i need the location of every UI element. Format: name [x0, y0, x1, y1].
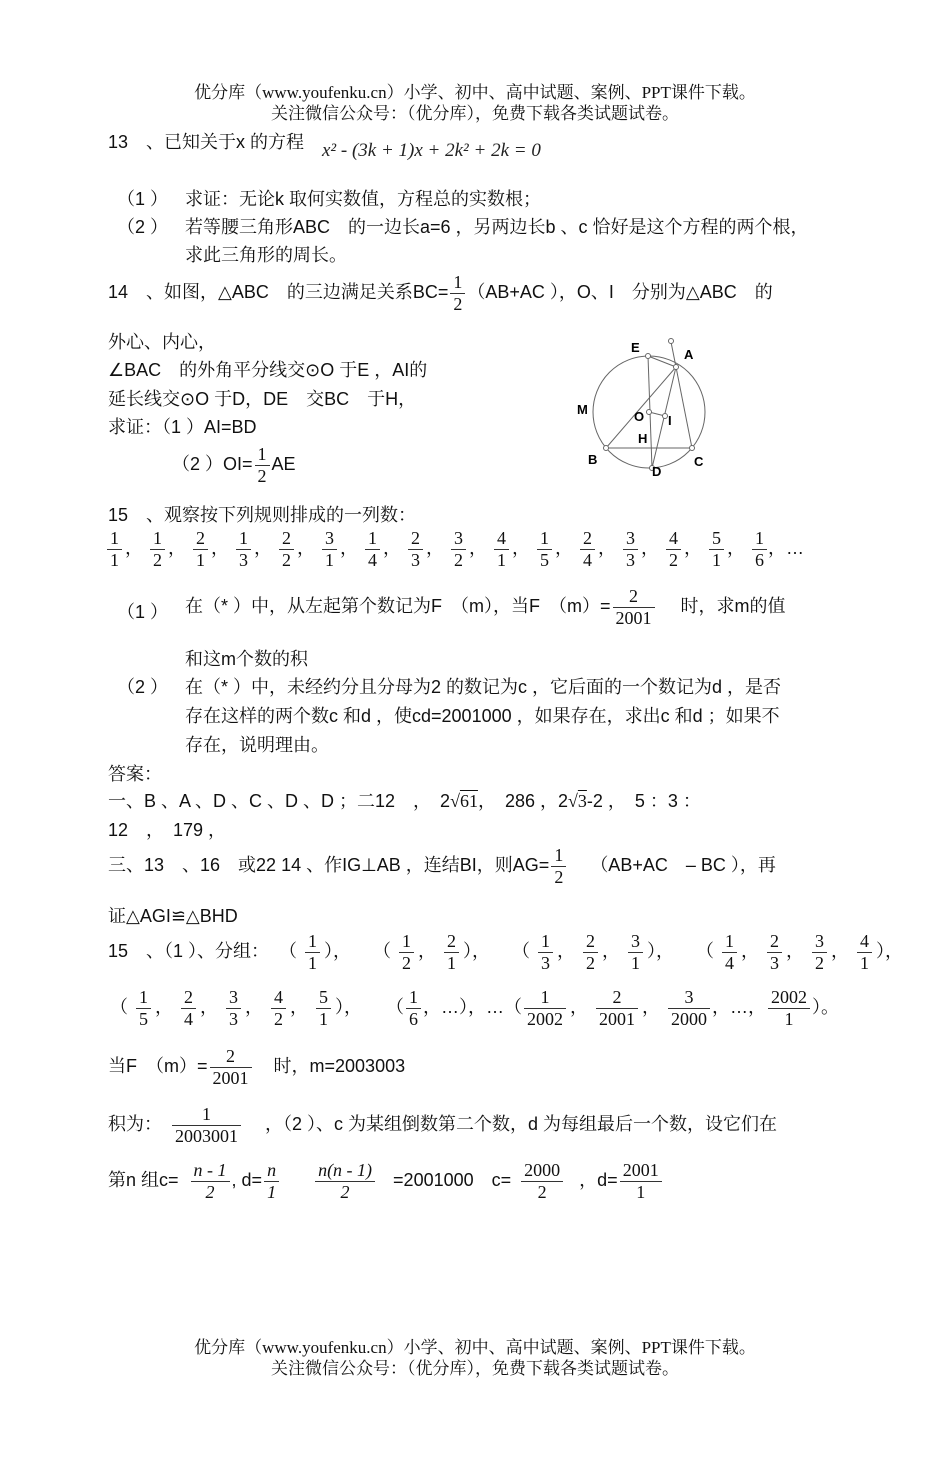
fraction — [580, 528, 595, 570]
fraction-denominator: 1 — [497, 549, 506, 570]
fraction-denominator: 2001 — [212, 1067, 249, 1088]
separator: ， — [340, 537, 358, 558]
q15-part2-number: （2 ） — [117, 677, 169, 697]
fraction — [322, 528, 337, 570]
q15-sequence-end: ，… — [768, 537, 804, 558]
answers-grouping-prefix: 15 、（1 ）、分组： — [108, 940, 270, 961]
fraction-denominator: 5 — [540, 549, 549, 570]
fraction-numerator: 3 — [812, 931, 827, 953]
fraction — [316, 987, 331, 1029]
fraction-denominator: 2 — [454, 549, 463, 570]
q15-part1-text-b: 时，求m的值 — [680, 595, 786, 616]
fraction-numerator: 4 — [857, 931, 872, 953]
fraction — [583, 931, 598, 973]
fraction-numerator: 3 — [322, 528, 337, 550]
fraction — [181, 987, 196, 1029]
q15-part1-line-2: 和这m个数的积 — [185, 649, 308, 669]
separator: ， — [641, 537, 659, 558]
fraction-denominator: 1 — [631, 952, 641, 973]
fraction-denominator: 2 — [205, 1181, 215, 1202]
sqrt-61-radicand: 61 — [459, 791, 478, 811]
label-c: C — [694, 454, 704, 469]
q14-oi-fraction — [255, 444, 270, 486]
fraction-denominator: 2 — [453, 293, 463, 314]
fraction-numerator: 1 — [752, 528, 767, 550]
separator: ， — [168, 537, 186, 558]
answers-f-line-b: 时，m=2003003 — [273, 1055, 406, 1076]
fraction-denominator: 2 — [274, 1008, 283, 1029]
fraction-numerator: 1 — [537, 528, 552, 550]
fraction — [399, 931, 414, 973]
q15-part1-text-a: 在（* ）中，从左起第个数记为F （m），当F （m）= — [185, 595, 611, 616]
fraction-numerator: 5 — [316, 987, 331, 1009]
separator: ， — [290, 996, 308, 1017]
fraction-numerator: 2 — [583, 931, 598, 953]
separator: ， — [418, 940, 437, 961]
answers-ag-fraction — [551, 845, 566, 887]
fraction-numerator: n — [264, 1160, 279, 1182]
fraction-denominator: 4 — [368, 549, 377, 570]
answers-row-2-ellipsis: … — [486, 996, 504, 1017]
fraction-denominator: 2 — [402, 952, 412, 973]
separator: ， — [555, 537, 573, 558]
fraction-denominator: 3 — [626, 549, 635, 570]
fraction-denominator: 2 — [586, 952, 596, 973]
fraction — [812, 931, 827, 973]
fraction-numerator: 1 — [406, 987, 421, 1009]
fraction-denominator: 2003001 — [175, 1125, 238, 1146]
fraction-denominator: 2 — [153, 549, 162, 570]
fraction-denominator: 4 — [184, 1008, 193, 1029]
fraction-numerator: 5 — [709, 528, 724, 550]
answers-d-fraction — [264, 1160, 279, 1202]
answers-f-fraction — [210, 1046, 252, 1088]
fraction-numerator: 1 — [722, 931, 737, 953]
fraction — [494, 528, 509, 570]
fraction-denominator: 2 — [340, 1181, 350, 1202]
fraction — [709, 528, 724, 570]
q14-stem-a: 14 、如图，△ABC 的三边满足关系BC= — [108, 281, 449, 302]
fraction-numerator: 3 — [623, 528, 638, 550]
separator: ， — [211, 537, 229, 558]
fraction-numerator: 1 — [255, 444, 270, 466]
fraction-numerator: 2 — [596, 987, 638, 1009]
answers-line-1-b: ， 286 ，2 — [477, 791, 568, 811]
q15-stem: 15 、观察按下列规则排成的一列数： — [108, 505, 417, 525]
q14-line-6-b: AE — [271, 453, 296, 474]
separator: ， — [512, 537, 530, 558]
answers-line-1 — [108, 787, 701, 813]
point-i — [663, 414, 668, 419]
fraction — [722, 931, 737, 973]
q14-half-fraction — [450, 272, 465, 314]
answers-line-2: 12 ， 179 ， — [108, 820, 227, 840]
fraction-numerator: 2 — [408, 528, 423, 550]
fraction-group — [277, 931, 357, 973]
answers-row-2-group-2-fraction — [406, 987, 421, 1029]
point-o — [647, 410, 652, 415]
label-b: B — [588, 452, 598, 467]
point-c — [690, 446, 695, 451]
label-m: M — [577, 402, 588, 417]
separator: ， — [557, 940, 576, 961]
separator: （ — [696, 940, 715, 961]
fraction — [271, 987, 286, 1029]
separator: ， — [727, 537, 745, 558]
fraction-numerator: 1 — [136, 987, 151, 1009]
fraction-numerator: 3 — [668, 987, 710, 1009]
fraction-numerator: 2001 — [620, 1160, 662, 1182]
fraction-denominator: 3 — [411, 549, 420, 570]
q13-part1-number: （1 ） — [117, 189, 169, 209]
answers-row-1-groups — [269, 931, 909, 973]
answers-row-2-group-3 — [522, 987, 712, 1029]
answers-line-3 — [108, 845, 776, 887]
q14-line-3: ∠BAC 的外角平分线交⊙O 于E ，AI的 — [108, 360, 428, 380]
separator: ）， — [647, 940, 675, 961]
fraction — [365, 528, 380, 570]
fraction — [305, 931, 320, 973]
label-i: I — [668, 413, 672, 428]
fraction — [444, 931, 459, 973]
fraction-numerator: 1 — [172, 1104, 241, 1126]
answers-line-3-a: 三、13 、16 或22 14 、作IG⊥AB ，连结BI，则AG= — [108, 854, 550, 875]
fraction-numerator: 4 — [666, 528, 681, 550]
answers-c-value-fraction — [521, 1160, 563, 1202]
answers-label: 答案： — [108, 764, 162, 784]
fraction-denominator: 6 — [755, 549, 764, 570]
label-a: A — [684, 347, 694, 362]
answers-last-c: =2001000 c= — [393, 1169, 512, 1190]
fraction-denominator: 1 — [110, 549, 119, 570]
fraction-numerator: 2000 — [521, 1160, 563, 1182]
fraction — [752, 528, 767, 570]
separator: ， — [786, 940, 805, 961]
answers-product-b: ，（2 ）、c 为某组倒数第二个数，d 为每组最后一个数，设它们在 — [265, 1113, 778, 1134]
point-b — [604, 446, 609, 451]
extension-line — [671, 342, 676, 367]
answers-product-expression-fraction — [315, 1160, 375, 1202]
q15-sequence — [106, 528, 804, 570]
answers-c-fraction — [191, 1160, 230, 1202]
fraction — [193, 528, 208, 570]
separator: ， — [570, 996, 588, 1017]
answers-last-a: 第n 组c= — [108, 1169, 179, 1190]
paren-open: （ — [504, 996, 522, 1017]
fraction-numerator: 1 — [365, 528, 380, 550]
fraction-numerator: 1 — [551, 845, 566, 867]
q15-part2-line-1: 在（* ）中，未经约分且分母为2 的数记为c ，它后面的一个数记为d ，是否 — [185, 677, 782, 697]
fraction — [136, 987, 151, 1029]
fraction-denominator: 1 — [319, 1008, 328, 1029]
footer-line-2: 关注微信公众号：（优分库），免费下载各类试题试卷。 — [271, 1359, 679, 1378]
fraction-numerator: 1 — [107, 528, 122, 550]
q15-sequence-items — [106, 528, 768, 570]
answers-f-line-a: 当F （m）= — [108, 1055, 208, 1076]
fraction-denominator: 3 — [770, 952, 780, 973]
fraction-denominator: 1 — [860, 952, 870, 973]
fraction-denominator: 2001 — [599, 1008, 635, 1029]
point-e — [646, 354, 651, 359]
separator: ， — [741, 940, 760, 961]
fraction-denominator: 4 — [725, 952, 735, 973]
fraction-numerator: 2002 — [768, 987, 810, 1009]
answers-line-1-c: -2 ， 5 ：3 ： — [586, 791, 701, 811]
separator: ， — [155, 996, 173, 1017]
fraction-denominator: 1 — [325, 549, 334, 570]
separator: ， — [254, 537, 272, 558]
fraction-numerator: 4 — [494, 528, 509, 550]
answers-product-fraction — [172, 1104, 241, 1146]
answers-last-line — [108, 1160, 664, 1202]
fraction-numerator: n - 1 — [191, 1160, 230, 1182]
separator: ）， — [335, 996, 362, 1017]
fraction-denominator: 2 — [554, 866, 564, 887]
q14-stem-b: （AB+AC ），O、I 分别为△ABC 的 — [467, 281, 773, 302]
separator: ， — [598, 537, 616, 558]
q13-part2-number: （2 ） — [117, 217, 169, 237]
fraction-denominator: 1 — [447, 952, 457, 973]
fraction-denominator: 2 — [537, 1181, 547, 1202]
fraction-denominator: 1 — [636, 1181, 646, 1202]
fraction — [236, 528, 251, 570]
q13-stem: 13 、已知关于x 的方程 — [108, 132, 305, 152]
answers-row-2-group-1 — [108, 987, 368, 1029]
answers-line-3-b: （AB+AC – BC ），再 — [590, 854, 776, 875]
header-line-1: 优分库（www.youfenku.cn）小学、初中、高中试题、案例、PPT课件下载。 — [194, 83, 756, 102]
fraction — [623, 528, 638, 570]
fraction — [666, 528, 681, 570]
q15-part1-line-1 — [185, 586, 786, 628]
sqrt-symbol: √ — [568, 791, 578, 811]
answers-product-line — [108, 1104, 777, 1146]
fraction-denominator: 1 — [712, 549, 721, 570]
label-e: E — [631, 340, 640, 355]
q14-line-6-a: （2 ）OI= — [172, 453, 253, 474]
fraction-numerator: 2 — [279, 528, 294, 550]
fraction-denominator: 2000 — [671, 1008, 707, 1029]
fraction-numerator: 1 — [399, 931, 414, 953]
separator: ， — [125, 537, 143, 558]
circle-geometry-figure — [570, 330, 720, 485]
answers-row-2-last-fraction — [768, 987, 810, 1029]
fraction-denominator: 2 — [282, 549, 291, 570]
label-h: H — [638, 431, 648, 446]
fraction-numerator: 3 — [226, 987, 241, 1009]
answers-line-1-a: 一、B 、A 、D 、C 、D 、D ；二12 ， 2 — [108, 791, 451, 811]
footer-line-1: 优分库（www.youfenku.cn）小学、初中、高中试题、案例、PPT课件下载。 — [194, 1338, 756, 1357]
fraction — [668, 987, 710, 1029]
separator: ）， — [324, 940, 352, 961]
answers-product-a: 积为： — [108, 1113, 162, 1134]
answers-grouping-row-1 — [108, 931, 909, 973]
fraction — [524, 987, 566, 1029]
fraction-numerator: 2 — [613, 586, 655, 608]
answers-line-4: 证△AGI≌△BHD — [108, 906, 238, 926]
fraction-numerator: 1 — [524, 987, 566, 1009]
answers-row-2-end: ）。 — [812, 996, 839, 1017]
fraction-denominator: 4 — [583, 549, 592, 570]
fraction-denominator: 1 — [784, 1008, 794, 1029]
fraction-denominator: 2 — [257, 465, 267, 486]
fraction — [537, 528, 552, 570]
point-a — [674, 365, 679, 370]
fraction — [150, 528, 165, 570]
fraction-numerator: 1 — [450, 272, 465, 294]
separator: ， — [469, 537, 487, 558]
q15-part1-fraction — [613, 586, 655, 628]
fraction-denominator: 1 — [196, 549, 205, 570]
fraction-denominator: 3 — [229, 1008, 238, 1029]
q14-line-5: 求证：（1 ）AI=BD — [108, 417, 257, 437]
fraction — [767, 931, 782, 973]
separator: ， — [245, 996, 263, 1017]
fraction — [857, 931, 872, 973]
fraction-denominator: 1 — [267, 1181, 277, 1202]
fraction-numerator: 2 — [181, 987, 196, 1009]
q15-part2-line-2: 存在这样的两个数c 和d ，使cd=2001000 ，如果存在，求出c 和d ；如果不 — [185, 706, 780, 726]
point-marker — [669, 339, 674, 344]
separator: ， — [684, 537, 702, 558]
answers-last-b: , d= — [231, 1169, 263, 1190]
fraction — [279, 528, 294, 570]
answers-last-d: ，d= — [579, 1169, 618, 1190]
fraction-denominator: 2001 — [615, 607, 652, 628]
header-line-2: 关注微信公众号：（优分库），免费下载各类试题试卷。 — [271, 104, 679, 123]
separator: ）， — [876, 940, 904, 961]
fraction-numerator: 3 — [628, 931, 643, 953]
q13-part2-text-1: 若等腰三角形ABC 的一边长a=6 ，另两边长b 、c 恰好是这个方程的两个根， — [185, 217, 809, 237]
segment-ac — [676, 367, 692, 448]
q14-line-2: 外心、内心， — [108, 332, 216, 352]
separator: ）， — [463, 940, 491, 961]
answers-row-2-dots: ，…， — [712, 996, 766, 1017]
separator: ， — [642, 996, 660, 1017]
separator: （ — [512, 940, 531, 961]
fraction-group — [694, 931, 909, 973]
fraction-numerator: 1 — [305, 931, 320, 953]
answers-grouping-row-2 — [108, 987, 839, 1029]
fraction — [408, 528, 423, 570]
sqrt-3-radicand: 3 — [577, 791, 587, 811]
q13-part1-text: 求证：无论k 取何实数值，方程总的实数根； — [185, 189, 541, 209]
fraction-denominator: 3 — [239, 549, 248, 570]
fraction-numerator: 1 — [236, 528, 251, 550]
fraction-numerator: 1 — [150, 528, 165, 550]
fraction-denominator: 1 — [308, 952, 318, 973]
fraction — [538, 931, 553, 973]
fraction-numerator: 2 — [193, 528, 208, 550]
label-d: D — [652, 464, 662, 479]
fraction-numerator: 4 — [271, 987, 286, 1009]
fraction — [226, 987, 241, 1029]
separator: ， — [297, 537, 315, 558]
fraction-denominator: 2 — [669, 549, 678, 570]
q13-equation: x² - (3k + 1)x + 2k² + 2k = 0 — [322, 140, 541, 161]
fraction-numerator: n(n - 1) — [315, 1160, 375, 1182]
fraction-denominator: 3 — [541, 952, 551, 973]
fraction — [596, 987, 638, 1029]
fraction-group — [510, 931, 680, 973]
fraction — [628, 931, 643, 973]
fraction-numerator: 1 — [538, 931, 553, 953]
fraction-numerator: 2 — [444, 931, 459, 953]
fraction-denominator: 2 — [815, 952, 825, 973]
answers-f-line — [108, 1046, 405, 1088]
sqrt-symbol: √ — [450, 791, 460, 811]
fraction-numerator: 3 — [451, 528, 466, 550]
q14-stem — [108, 272, 773, 314]
fraction-numerator: 2 — [767, 931, 782, 953]
fraction — [451, 528, 466, 570]
separator: （ — [110, 996, 128, 1017]
answers-row-2-group-2-tail: ，… — [423, 996, 459, 1017]
separator: ， — [383, 537, 401, 558]
fraction-numerator: 2 — [210, 1046, 252, 1068]
q15-part2-line-3: 存在，说明理由。 — [185, 735, 329, 755]
separator: （ — [373, 940, 392, 961]
fraction-numerator: 2 — [580, 528, 595, 550]
answers-d-value-fraction — [620, 1160, 662, 1202]
separator: ， — [426, 537, 444, 558]
fraction-denominator: 2002 — [527, 1008, 563, 1029]
q15-part1-number: （1 ） — [117, 602, 169, 622]
fraction-denominator: 6 — [409, 1008, 418, 1029]
fraction — [107, 528, 122, 570]
fraction-group — [371, 931, 496, 973]
q14-line-6 — [172, 444, 296, 486]
fraction-denominator: 5 — [139, 1008, 148, 1029]
separator: ， — [200, 996, 218, 1017]
separator: ， — [602, 940, 621, 961]
paren-open: （ — [386, 996, 404, 1017]
separator: ， — [831, 940, 850, 961]
label-o: O — [634, 409, 645, 424]
paren-close: ）， — [459, 996, 486, 1017]
q13-part2-text-2: 求此三角形的周长。 — [185, 245, 347, 265]
q14-line-4: 延长线交⊙O 于D，DE 交BC 于H， — [108, 389, 417, 409]
separator: （ — [279, 940, 298, 961]
